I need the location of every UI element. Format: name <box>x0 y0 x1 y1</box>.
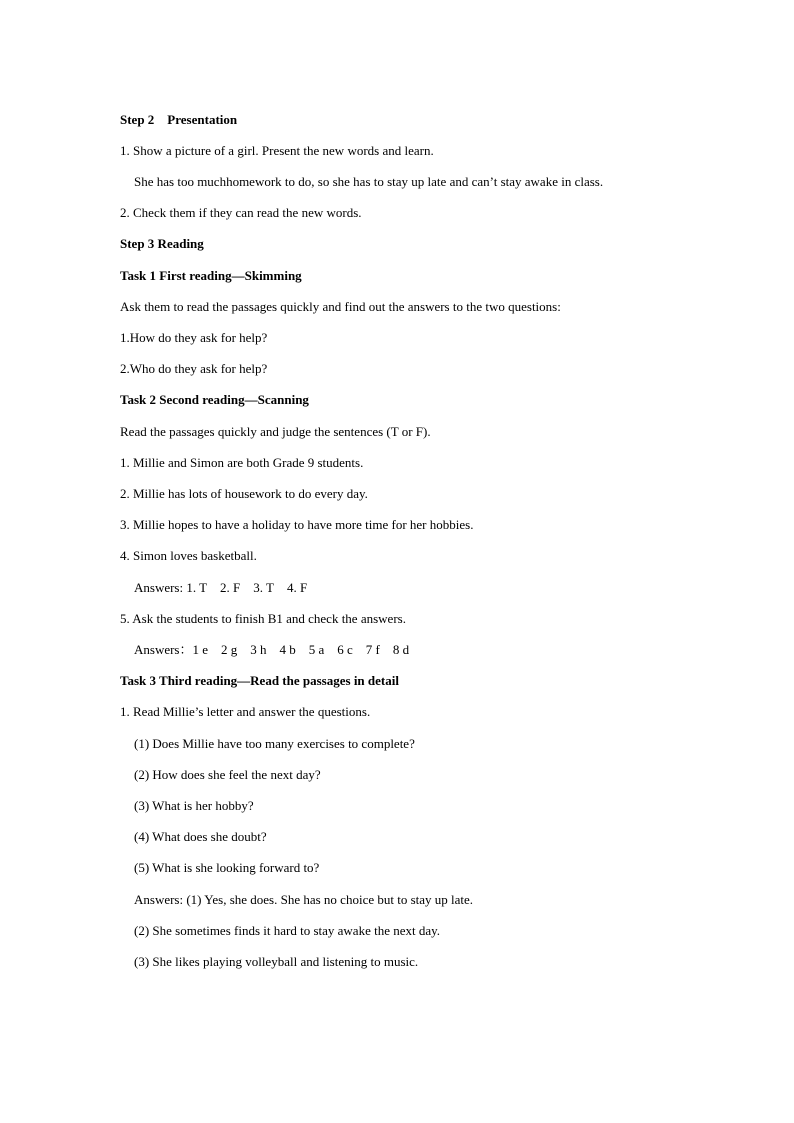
example-sentence: She has too muchhomework to do, so she has to stay up late and can’t stay awake in class. <box>134 174 604 189</box>
b1-answers: Answers：1 e 2 g 3 h 4 b 5 a 6 c 7 f 8 d <box>134 642 410 657</box>
presentation-item-1: 1. Show a picture of a girl. Present the new words and learn. <box>120 143 434 158</box>
task-2-statement-3: 3. Millie hopes to have a holiday to have more time for her hobbies. <box>120 517 474 532</box>
task-3-heading: Task 3 Third reading—Read the passages in detail <box>120 673 399 688</box>
presentation-item-2: 2. Check them if they can read the new words. <box>120 205 362 220</box>
task-3-answer-3: (3) She likes playing volleyball and listening to music. <box>134 954 419 969</box>
task-2-heading: Task 2 Second reading—Scanning <box>120 392 309 407</box>
task-3-question-3: (3) What is her hobby? <box>134 798 254 813</box>
task-1-question-2: 2.Who do they ask for help? <box>120 361 268 376</box>
task-3-answer-2: (2) She sometimes finds it hard to stay awake the next day. <box>134 923 441 938</box>
task-3-question-5: (5) What is she looking forward to? <box>134 860 320 875</box>
step-3-heading: Step 3 Reading <box>120 236 204 251</box>
task-2-item-5: 5. Ask the students to finish B1 and check the answers. <box>120 611 406 626</box>
step-2-heading: Step 2 Presentation <box>120 112 238 127</box>
task-1-question-1: 1.How do they ask for help? <box>120 330 268 345</box>
task-3-question-4: (4) What does she doubt? <box>134 829 267 844</box>
task-2-answers: Answers: 1. T 2. F 3. T 4. F <box>134 580 308 595</box>
task-2-statement-1: 1. Millie and Simon are both Grade 9 students. <box>120 455 364 470</box>
task-2-statement-2: 2. Millie has lots of housework to do every day. <box>120 486 368 501</box>
task-3-instruction: 1. Read Millie’s letter and answer the questions. <box>120 704 371 719</box>
task-3-question-1: (1) Does Millie have too many exercises to complete? <box>134 736 415 751</box>
task-1-heading: Task 1 First reading—Skimming <box>120 268 302 283</box>
task-3-answer-1: Answers: (1) Yes, she does. She has no choice but to stay up late. <box>134 892 474 907</box>
task-2-instruction: Read the passages quickly and judge the sentences (T or F). <box>120 424 431 439</box>
task-1-instruction: Ask them to read the passages quickly and find out the answers to the two questions: <box>120 299 561 314</box>
task-3-question-2: (2) How does she feel the next day? <box>134 767 321 782</box>
task-2-statement-4: 4. Simon loves basketball. <box>120 548 257 563</box>
